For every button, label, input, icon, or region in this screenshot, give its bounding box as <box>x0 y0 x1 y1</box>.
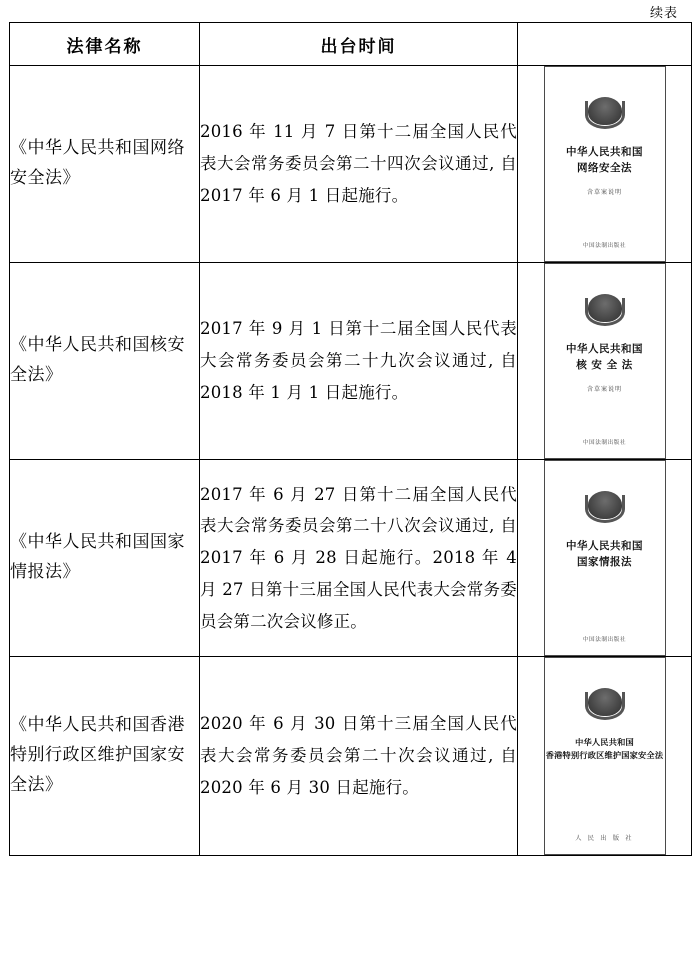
law-issue-date: 2020 年 6 月 30 日第十三届全国人民代表大会常务委员会第二十次会议通过, 自 2020 年 6 月 30 日起施行。 <box>200 657 518 856</box>
column-header-issue-date: 出台时间 <box>200 23 518 66</box>
book-cover-subtitle: 含草案说明 <box>586 385 622 393</box>
column-header-law-name: 法律名称 <box>10 23 200 66</box>
book-cover <box>544 460 666 656</box>
book-cover-title: 中华人民共和国 核 安 全 法 <box>566 343 643 371</box>
book-cover-publisher: 人 民 出 版 社 <box>575 835 634 842</box>
law-cover-cell <box>518 66 692 263</box>
law-name: 《中华人民共和国核安全法》 <box>10 263 200 460</box>
law-name: 《中华人民共和国网络安全法》 <box>10 66 200 263</box>
law-cover-cell <box>518 460 692 657</box>
law-list-table <box>9 22 692 856</box>
book-cover <box>544 657 666 855</box>
national-emblem-icon <box>585 91 625 131</box>
book-cover-publisher: 中国法制出版社 <box>582 243 627 249</box>
table-row <box>10 657 692 856</box>
book-cover-title: 中华人民共和国 香港特别行政区维护国家安全法 <box>545 737 664 760</box>
law-issue-date: 2017 年 6 月 27 日第十二届全国人民代表大会常务委员会第二十八次会议通过, 自 2017 年 6 月 28 日起施行。2018 年 4 月 27 日第十三届全国人民代表大会常务委员会第二次会议修正。 <box>200 460 518 657</box>
national-emblem-icon <box>585 288 625 328</box>
book-cover-title: 中华人民共和国 国家情报法 <box>566 540 643 568</box>
continued-table-label: 续表 <box>649 6 678 21</box>
law-name: 《中华人民共和国香港特别行政区维护国家安全法》 <box>10 657 200 856</box>
law-issue-date: 2016 年 11 月 7 日第十二届全国人民代表大会常务委员会第二十四次会议通过, 自 2017 年 6 月 1 日起施行。 <box>200 66 518 263</box>
book-cover-publisher: 中国法制出版社 <box>582 637 627 643</box>
book-cover <box>544 66 666 262</box>
national-emblem-icon <box>585 485 625 525</box>
table-row <box>10 460 692 657</box>
table-row <box>10 66 692 263</box>
book-cover-subtitle: 含草案说明 <box>586 188 622 196</box>
law-cover-cell <box>518 263 692 460</box>
table-header-row <box>10 23 692 66</box>
book-cover-title: 中华人民共和国 网络安全法 <box>566 146 643 174</box>
book-cover-publisher: 中国法制出版社 <box>582 440 627 446</box>
law-issue-date: 2017 年 9 月 1 日第十二届全国人民代表大会常务委员会第二十九次会议通过, 自 2018 年 1 月 1 日起施行。 <box>200 263 518 460</box>
law-cover-cell <box>518 657 692 856</box>
national-emblem-icon <box>585 682 625 722</box>
book-cover <box>544 263 666 459</box>
column-header-cover-image <box>518 23 692 66</box>
table-row <box>10 263 692 460</box>
law-name: 《中华人民共和国国家情报法》 <box>10 460 200 657</box>
